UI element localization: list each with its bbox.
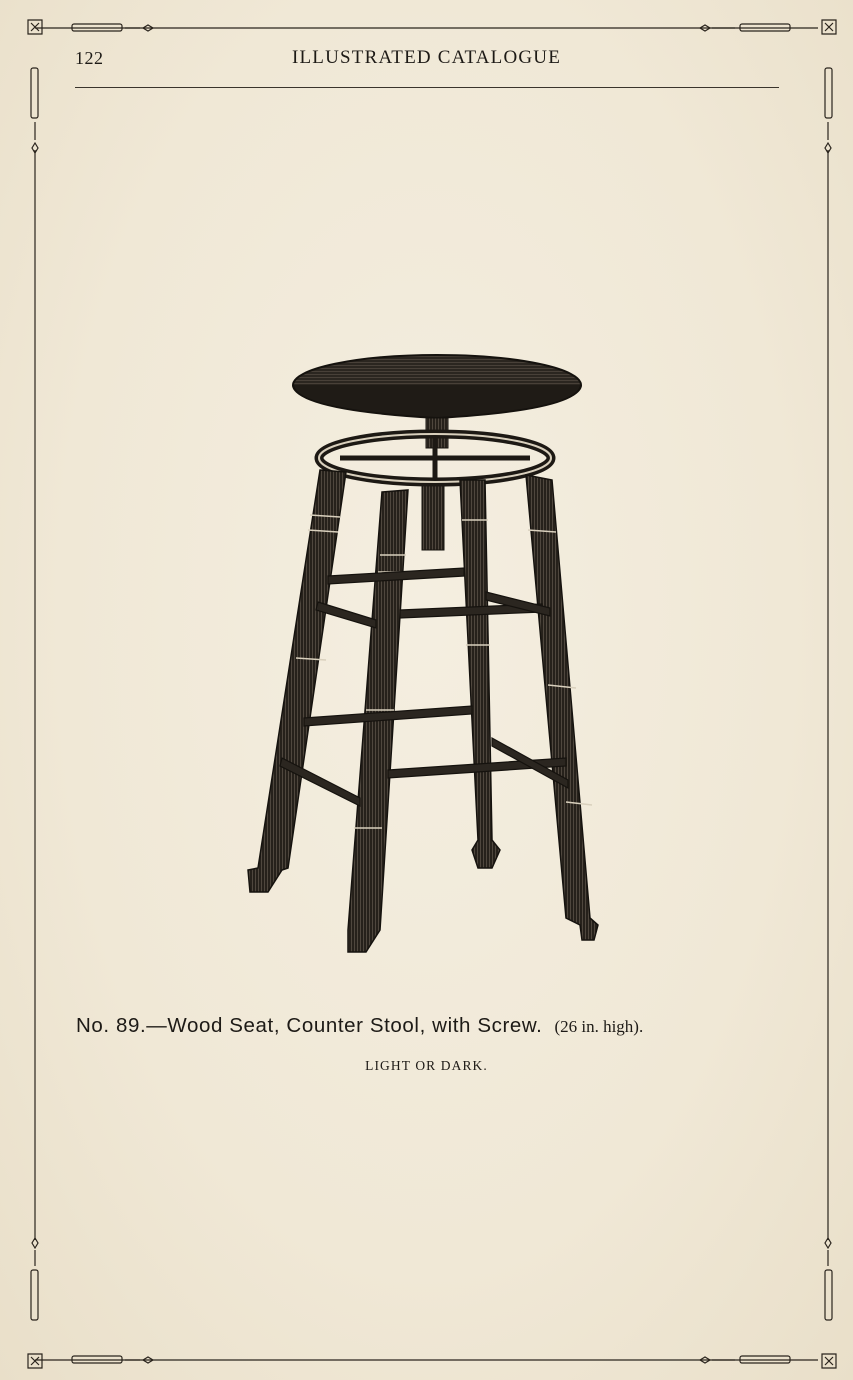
running-title: ILLUSTRATED CATALOGUE [291, 47, 562, 68]
header-rule [75, 87, 779, 88]
item-title: No. 89.—Wood Seat, Counter Stool, with Screw. [76, 1014, 543, 1037]
item-finish: LIGHT OR DARK. [365, 1058, 488, 1073]
page-number: 122 [75, 48, 104, 68]
item-height-note: (26 in. high). [554, 1017, 644, 1036]
counter-stool-engraving [230, 340, 630, 990]
item-caption [76, 1014, 796, 1038]
